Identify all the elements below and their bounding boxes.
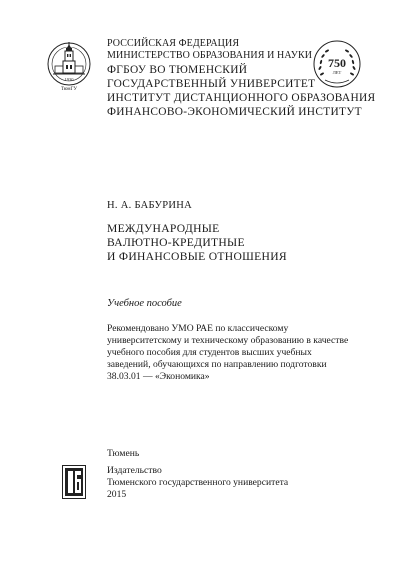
emblem-name: ТюмГУ (60, 87, 78, 92)
university-tower-emblem-icon (45, 38, 93, 92)
publisher-name: Тюменского государственного университета (107, 477, 289, 488)
publisher-press-icon (62, 465, 86, 499)
recommendation-line-5: 38.03.01 — «Экономика» (107, 371, 210, 382)
book-genre: Учебное пособие (107, 298, 182, 309)
publication-year: 2015 (107, 489, 127, 500)
header-country: РОССИЙСКАЯ ФЕДЕРАЦИЯ (107, 38, 240, 49)
title-line-3: И ФИНАНСОВЫЕ ОТНОШЕНИЯ (107, 250, 287, 263)
recommendation-line-3: учебного пособия для студентов высших учебных (107, 347, 312, 358)
header-ministry: МИНИСТЕРСТВО ОБРАЗОВАНИЯ И НАУКИ (107, 50, 313, 61)
anniversary-number: 750 (328, 56, 346, 70)
recommendation-line-4: заведений, обучающихся по направлению подготовки (107, 359, 327, 370)
anniversary-sub: ЛЕТ (332, 70, 342, 75)
title-line-1: МЕЖДУНАРОДНЫЕ (107, 222, 220, 235)
title-line-2: ВАЛЮТНО-КРЕДИТНЫЕ (107, 236, 245, 249)
header-university-line-2: ГОСУДАРСТВЕННЫЙ УНИВЕРСИТЕТ (107, 78, 316, 90)
author-name: Н. А. БАБУРИНА (107, 200, 193, 211)
header-institute-1: ИНСТИТУТ ДИСТАНЦИОННОГО ОБРАЗОВАНИЯ (107, 92, 376, 104)
recommendation-line-1: Рекомендовано УМО РАЕ по классическому (107, 323, 289, 334)
publisher-city: Тюмень (107, 448, 140, 459)
header-institute-2: ФИНАНСОВО-ЭКОНОМИЧЕСКИЙ ИНСТИТУТ (107, 106, 362, 118)
publisher-label: Издательство (107, 465, 162, 476)
emblem-year: 1930 (64, 77, 74, 82)
header-university-line-1: ФГБОУ ВО ТЮМЕНСКИЙ (107, 64, 248, 76)
anniversary-750-emblem-icon (311, 38, 363, 90)
recommendation-line-2: университетскому и техническому образованию в качестве (107, 335, 349, 346)
